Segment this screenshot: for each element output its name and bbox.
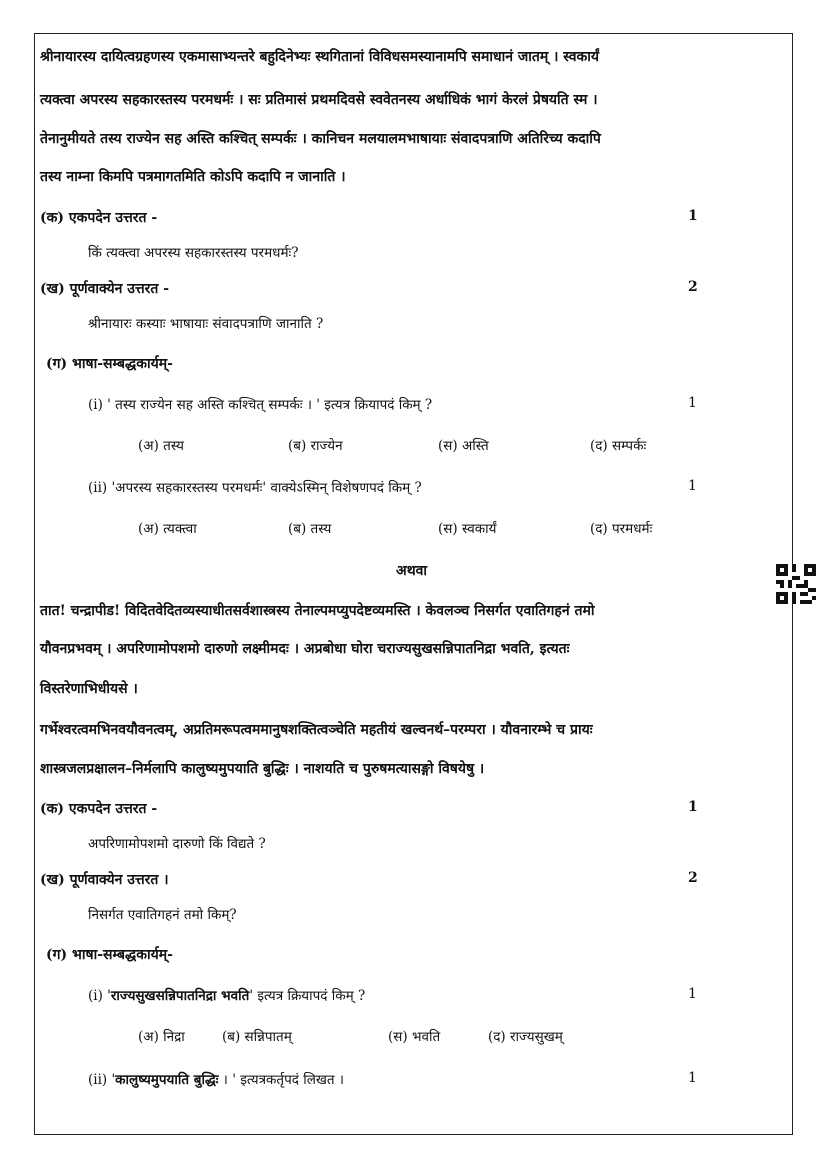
- p2-qa-question: अपरिणामोपशमो दारुणो किं विद्यते ?: [88, 836, 266, 852]
- passage2-line-5: शास्त्रजलप्रक्षालन–निर्मलापि कालुष्यमुपयाति बुद्धिः । नाशयति च पुरुषमत्यासङ्गो विषयेषु ।: [40, 761, 485, 777]
- passage2-line-4: गर्भेश्वरत्वमभिनवयौवनत्वम्, अप्रतिमरूपत्वममानुषशक्तित्वञ्चेति महतीयं खल्वनर्थ–परम्परा । यौवनारम्भे च प्रायः: [40, 722, 593, 738]
- p2-qc-i-option-c: (स) भवति: [388, 1029, 441, 1045]
- p2-qc-i-option-a: (अ) निद्रा: [138, 1029, 185, 1045]
- p2-qc-i-option-b: (ब) सन्निपातम्: [222, 1029, 292, 1045]
- passage2-line-3: विस्तरेणाभिधीयसे ।: [40, 681, 138, 697]
- p1-qa-marks: 1: [688, 208, 698, 224]
- p2-qa-heading: (क) एकपदेन उत्तरत -: [40, 801, 158, 817]
- p1-qc-i-marks: 1: [688, 395, 697, 411]
- p1-qc-ii-option-a: (अ) त्यक्त्वा: [138, 521, 197, 537]
- p2-qc-ii-prefix: (ii) ': [88, 1072, 116, 1088]
- p1-qc-i-question: (i) ' तस्य राज्येन सह अस्ति कश्चित् सम्पर्कः । ' इत्यत्र क्रियापदं किम् ?: [88, 397, 433, 413]
- p1-qc-ii-question: (ii) 'अपरस्य सहकारस्तस्य परमधर्मः' वाक्येऽस्मिन् विशेषणपदं किम् ?: [88, 480, 422, 496]
- passage1-line-1: श्रीनायारस्य दायित्वग्रहणस्य एकमासाभ्यन्तरे बहुदिनेभ्यः स्थगितानां विविधसमस्यानामपि समाधानं जातम् । स्वकार्यं: [40, 49, 600, 65]
- p1-qc-heading: (ग) भाषा-सम्बद्धकार्यम्-: [46, 356, 173, 372]
- p2-qc-ii-marks: 1: [688, 1070, 697, 1086]
- p2-qc-ii-suffix: । ' इत्यत्रकर्तृपदं लिखत ।: [218, 1072, 345, 1088]
- p1-qc-i-option-a: (अ) तस्य: [138, 438, 184, 454]
- passage1-line-4: तस्य नाम्ना किमपि पत्रमागतमिति कोऽपि कदापि न जानाति ।: [40, 169, 346, 185]
- p2-qc-heading: (ग) भाषा-सम्बद्धकार्यम्-: [46, 947, 173, 963]
- p1-qc-ii-option-c: (स) स्वकार्यं: [438, 521, 497, 537]
- p2-qc-i-question: [88, 986, 365, 1004]
- passage1-line-3: तेनानुमीयते तस्य राज्येन सह अस्ति कश्चित् सम्पर्कः । कानिचन मलयालमभाषायाः संवादपत्राणि अतिरिच्य कदापि: [40, 131, 601, 147]
- p2-qc-i-suffix: ' इत्यत्र क्रियापदं किम् ?: [249, 988, 366, 1004]
- p2-qc-i-marks: 1: [688, 986, 697, 1002]
- passage1-line-2: त्यक्त्वा अपरस्य सहकारस्तस्य परमधर्मः । सः प्रतिमासं प्रथमदिवसे स्ववेतनस्य अर्धाधिकं भागं केरलं प्रेषयति स्म ।: [40, 92, 598, 108]
- p2-qc-ii-question: [88, 1070, 344, 1088]
- p2-qc-i-prefix: (i) ': [88, 988, 111, 1004]
- p2-qb-heading: (ख) पूर्णवाक्येन उत्तरत ।: [40, 872, 169, 888]
- p1-qc-i-option-b: (ब) राज्येन: [288, 438, 343, 454]
- p1-qc-i-option-d: (द) सम्पर्कः: [590, 438, 647, 454]
- p2-qc-i-bold: राज्यसुखसन्निपातनिद्रा भवति: [110, 988, 250, 1004]
- page-border: [34, 33, 793, 1135]
- qr-code-icon: [776, 564, 816, 604]
- p1-qa-heading: (क) एकपदेन उत्तरत -: [40, 210, 158, 226]
- passage2-line-1: तात! चन्द्रापीड! विदितवेदितव्यस्याधीतसर्वशास्त्रस्य तेनाल्पमप्युपदेष्टव्यमस्ति । केवलञ्च निसर्गत एवातिगहनं तमो: [40, 603, 595, 619]
- passage2-line-2: यौवनप्रभवम् । अपरिणामोपशमो दारुणो लक्ष्मीमदः । अप्रबोधा घोरा चराज्यसुखसन्निपातनिद्रा भवति, इत्यतः: [40, 641, 570, 657]
- p2-qb-marks: 2: [688, 870, 698, 886]
- p1-qb-heading: (ख) पूर्णवाक्येन उत्तरत -: [40, 281, 170, 297]
- p2-qc-i-option-d: (द) राज्यसुखम्: [488, 1029, 563, 1045]
- p1-qc-ii-option-b: (ब) तस्य: [288, 521, 332, 537]
- p2-qc-ii-bold: कालुष्यमुपयाति बुद्धिः: [115, 1072, 219, 1088]
- p1-qc-i-option-c: (स) अस्ति: [438, 438, 489, 454]
- p1-qc-ii-option-d: (द) परमधर्मः: [590, 521, 653, 537]
- p1-qb-question: श्रीनायारः कस्याः भाषायाः संवादपत्राणि जानाति ?: [88, 316, 324, 332]
- p2-qa-marks: 1: [688, 799, 698, 815]
- p1-qa-question: किं त्यक्त्वा अपरस्य सहकारस्तस्य परमधर्मः?: [88, 245, 299, 261]
- p2-qb-question: निसर्गत एवातिगहनं तमो किम्?: [88, 907, 237, 923]
- p1-qc-ii-marks: 1: [688, 478, 697, 494]
- or-separator: अथवा: [396, 563, 428, 579]
- p1-qb-marks: 2: [688, 279, 698, 295]
